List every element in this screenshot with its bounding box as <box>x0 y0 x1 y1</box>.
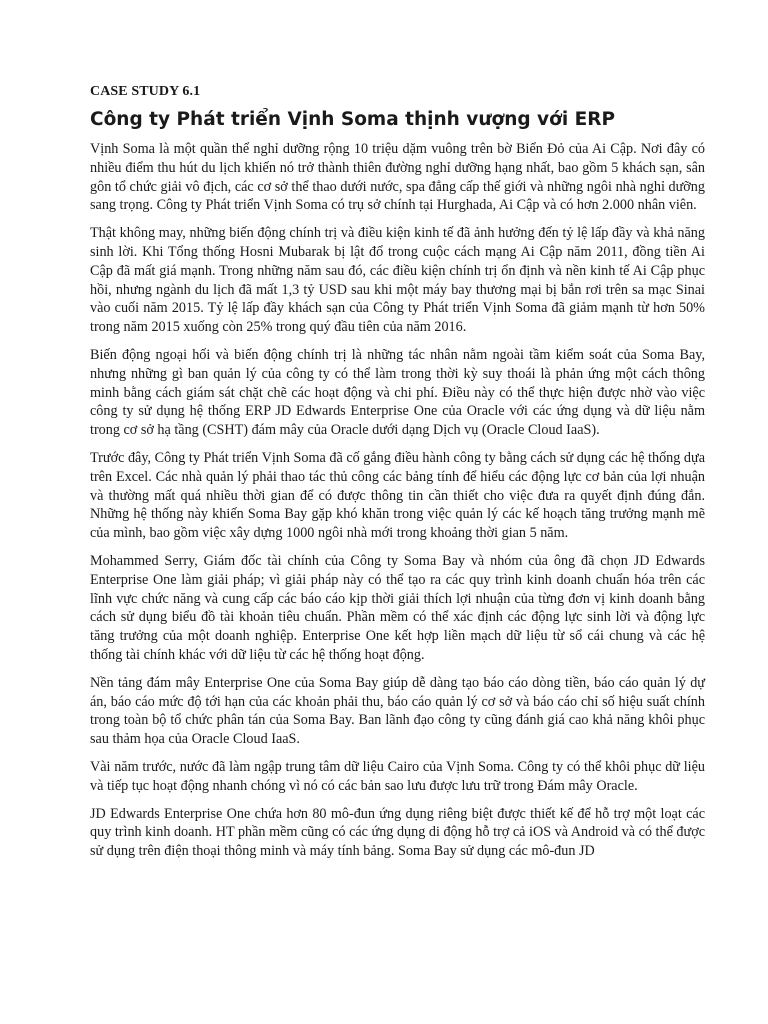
paragraph-6: Nền tảng đám mây Enterprise One của Soma Bay giúp dễ dàng tạo báo cáo dòng tiền, báo cáo quản lý dự án, báo cáo mức độ tới hạn của các khoản phải thu, báo cáo quản lý cơ sở và báo cáo chỉ số hiệu suất chính trong toàn bộ tổ chức phân tán của Soma Bay. Ban lãnh đạo công ty cũng đánh giá cao khả năng khôi phục sau thảm họa của Oracle Cloud IaaS. <box>90 674 705 748</box>
case-study-label: CASE STUDY 6.1 <box>90 84 201 99</box>
document-title: Công ty Phát triển Vịnh Soma thịnh vượng với ERP <box>90 109 616 130</box>
paragraph-3: Biến động ngoại hối và biến động chính trị là những tác nhân nằm ngoài tầm kiểm soát của Soma Bay, nhưng những gì ban quản lý của công ty có thể làm trong thời kỳ suy thoái là phản ứng một cách thông minh bằng cách giám sát chặt chẽ các hoạt động và chi phí. Điều này có thể thực hiện được nhờ vào việc công ty sử dụng hệ thống ERP JD Edwards Enterprise One của Oracle với các ứng dụng và dữ liệu nằm trong cơ sở hạ tầng (CSHT) đám mây của Oracle dưới dạng Dịch vụ (Oracle Cloud IaaS). <box>90 347 705 439</box>
paragraph-8: JD Edwards Enterprise One chứa hơn 80 mô-đun ứng dụng riêng biệt được thiết kế để hỗ trợ một loạt các quy trình kinh doanh. HT phần mềm cũng có các ứng dụng di động hỗ trợ cả iOS và Android và có thể được sử dụng trên điện thoại thông minh và máy tính bảng. Soma Bay sử dụng các mô-đun JD <box>90 805 705 860</box>
paragraph-4: Trước đây, Công ty Phát triển Vịnh Soma đã cố gắng điều hành công ty bằng cách sử dụng các hệ thống dựa trên Excel. Các nhà quản lý phải thao tác thủ công các bảng tính để hiểu các động lực cơ bản của lợi nhuận và thường mất quá nhiều thời gian để có được thông tin cần thiết cho việc đưa ra quyết định đúng đắn. Những hệ thống này khiến Soma Bay gặp khó khăn trong việc quản lý các kế hoạch tăng trưởng mạnh mẽ của mình, bao gồm việc xây dựng 1000 ngôi nhà mới trong khoảng thời gian 5 năm. <box>90 450 705 542</box>
paragraph-7: Vài năm trước, nước đã làm ngập trung tâm dữ liệu Cairo của Vịnh Soma. Công ty có thể khôi phục dữ liệu và tiếp tục hoạt động nhanh chóng vì nó có các bản sao lưu được lưu trữ trong Đám mây Oracle. <box>90 758 705 794</box>
paragraph-2: Thật không may, những biến động chính trị và điều kiện kinh tế đã ảnh hưởng đến tỷ lệ lấp đầy và khả năng sinh lời. Khi Tổng thống Hosni Mubarak bị lật đổ trong cuộc cách mạng Ai Cập năm 2011, đồng tiền Ai Cập đã mất giá mạnh. Trong những năm sau đó, các điều kiện chính trị ổn định và nền kinh tế Ai Cập phục hồi, nhưng ngành du lịch đã mất 1,3 tỷ USD sau khi một máy bay thương mại bị bắn rơi trên sa mạc Sinai vào cuối năm 2015. Tỷ lệ lấp đầy khách sạn của Công ty Phát triển Vịnh Soma đã giảm mạnh từ hơn 50% trong năm 2015 xuống còn 25% trong quý đầu tiên của năm 2016. <box>90 225 705 336</box>
paragraph-5: Mohammed Serry, Giám đốc tài chính của Công ty Soma Bay và nhóm của ông đã chọn JD Edwards Enterprise One làm giải pháp; vì giải pháp này có thể tạo ra các quy trình kinh doanh chuẩn hóa trên các lĩnh vực chức năng và cung cấp các báo cáo kịp thời giải thích lợi nhuận của từng đơn vị kinh doanh bằng cách sử dụng biểu đồ tài khoản tiêu chuẩn. Phần mềm có thể xác định các động lực sinh lời và động lực tăng trưởng của một doanh nghiệp. Enterprise One kết hợp liền mạch dữ liệu từ sổ cái chung và các hệ thống tài chính khác với dữ liệu từ các hệ thống hoạt động. <box>90 552 705 663</box>
paragraph-1: Vịnh Soma là một quần thể nghỉ dưỡng rộng 10 triệu dặm vuông trên bờ Biển Đỏ của Ai Cập. Nơi đây có nhiều điểm thu hút du lịch khiến nó trở thành thiên đường nghỉ dưỡng hạng nhất, bao gồm 5 khách sạn, sân gôn tổ chức giải vô địch, các cơ sở thể thao dưới nước, spa đẳng cấp thế giới và những ngôi nhà nghỉ dưỡng sang trọng. Công ty Phát triển Vịnh Soma có trụ sở chính tại Hurghada, Ai Cập và có hơn 2.000 nhân viên. <box>90 141 705 214</box>
document-page <box>90 84 705 870</box>
